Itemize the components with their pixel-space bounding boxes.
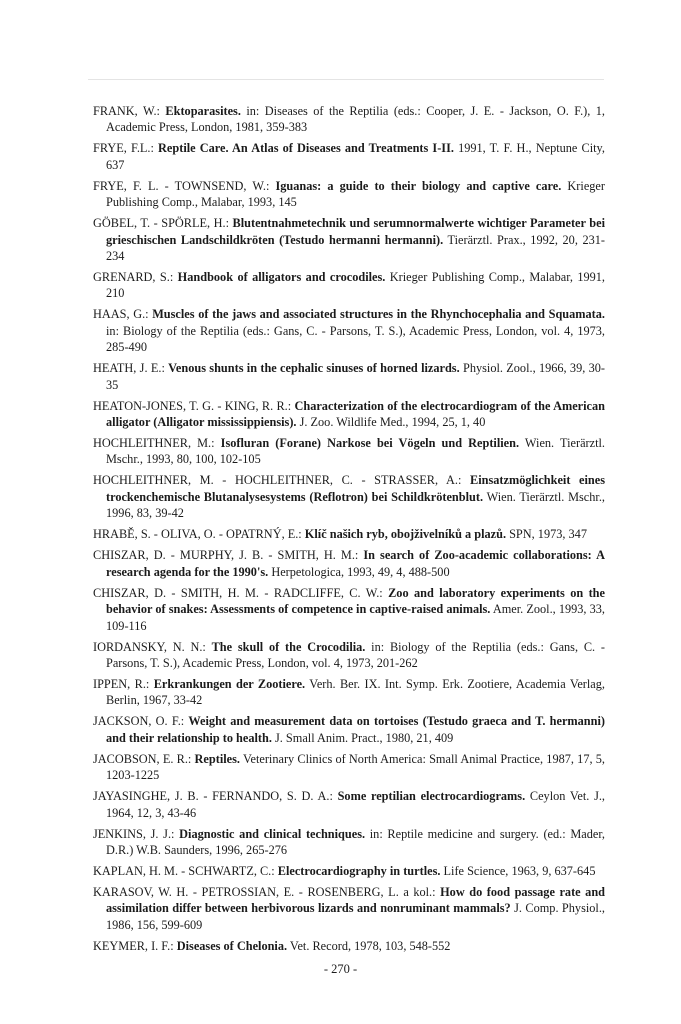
reference-title: In search of Zoo-academic collaborations: A research agenda for the 1990's. bbox=[106, 548, 605, 579]
reference-entry bbox=[93, 269, 605, 302]
reference-source: Verh. Ber. IX. Int. Symp. Erk. Zootiere, Academia Verlag, Berlin, 1967, 33-42 bbox=[106, 676, 605, 708]
reference-entry bbox=[93, 178, 605, 211]
page-number: - 270 - bbox=[323, 962, 358, 976]
reference-entry bbox=[93, 863, 605, 879]
reference-authors: HOCHLEITHNER, M.: bbox=[93, 436, 221, 451]
reference-source: Physiol. Zool., 1966, 39, 30-35 bbox=[106, 361, 606, 392]
reference-authors: CHISZAR, D. - MURPHY, J. B. - SMITH, H. M.: bbox=[93, 548, 364, 563]
reference-list bbox=[93, 103, 605, 959]
reference-source: Amer. Zool., 1993, 33, 109-116 bbox=[106, 602, 605, 633]
reference-authors: JENKINS, J. J.: bbox=[93, 826, 180, 841]
reference-source: Tierärztl. Prax., 1992, 20, 231-234 bbox=[106, 232, 605, 264]
reference-source: Ceylon Vet. J., 1964, 12, 3, 43-46 bbox=[106, 789, 605, 820]
reference-entry bbox=[93, 360, 605, 393]
reference-title: The skull of the Crocodilia. bbox=[211, 639, 366, 654]
reference-entry bbox=[93, 676, 605, 709]
reference-title: How do food passage rate and assimilation differ between herbivorous lizards and nonruminant mammals? bbox=[106, 884, 606, 916]
reference-source: in: Reptile medicine and surgery. (ed.: Mader, D.R.) W.B. Saunders, 1996, 265-276 bbox=[106, 826, 606, 857]
reference-title: Venous shunts in the cephalic sinuses of horned lizards. bbox=[168, 361, 460, 376]
reference-title: Isofluran (Forane) Narkose bei Vögeln und Reptilien. bbox=[220, 436, 520, 451]
reference-source: Veterinary Clinics of North America: Small Animal Practice, 1987, 17, 5, 1203-1225 bbox=[106, 751, 605, 783]
reference-authors: KARASOV, W. H. - PETROSSIAN, E. - ROSENBERG, L. a kol.: bbox=[93, 884, 441, 899]
reference-title: Reptiles. bbox=[194, 751, 240, 766]
reference-authors: JACKSON, O. F.: bbox=[93, 714, 189, 729]
reference-source: 1991, T. F. H., Neptune City, 637 bbox=[106, 141, 605, 172]
reference-authors: HEATH, J. E.: bbox=[93, 361, 169, 376]
reference-entry bbox=[93, 585, 605, 634]
reference-title: Muscles of the jaws and associated structures in the Rhynchocephalia and Squamata. bbox=[152, 307, 605, 322]
reference-entry bbox=[93, 751, 605, 784]
reference-entry bbox=[93, 140, 605, 173]
reference-source: Wien. Tierärztl. Mschr., 1993, 80, 100, 102-105 bbox=[106, 436, 605, 467]
reference-source: Wien. Tierärztl. Mschr., 1996, 83, 39-42 bbox=[106, 489, 605, 521]
reference-authors: GÖBEL, T. - SPÖRLE, H.: bbox=[93, 216, 233, 231]
reference-entry bbox=[93, 215, 605, 264]
reference-authors: JACOBSON, E. R.: bbox=[93, 751, 195, 766]
reference-source: Herpetologica, 1993, 49, 4, 488-500 bbox=[268, 564, 450, 579]
reference-authors: HEATON-JONES, T. G. - KING, R. R.: bbox=[93, 398, 295, 413]
reference-source: J. Zoo. Wildlife Med., 1994, 25, 1, 40 bbox=[296, 415, 486, 430]
reference-authors: IORDANSKY, N. N.: bbox=[93, 639, 212, 654]
reference-source: SPN, 1973, 347 bbox=[506, 527, 587, 542]
reference-authors: CHISZAR, D. - SMITH, H. M. - RADCLIFFE, C. W.: bbox=[93, 585, 389, 600]
reference-authors: GRENARD, S.: bbox=[93, 270, 178, 285]
reference-authors: KEYMER, I. F.: bbox=[93, 938, 177, 953]
reference-entry bbox=[93, 639, 605, 672]
reference-title: Some reptilian electrocardiograms. bbox=[337, 789, 526, 804]
reference-entry bbox=[93, 398, 605, 431]
reference-entry bbox=[93, 713, 605, 746]
reference-title: Diseases of Chelonia. bbox=[176, 938, 288, 953]
reference-entry bbox=[93, 826, 605, 859]
reference-title: Handbook of alligators and crocodiles. bbox=[177, 270, 386, 285]
reference-title: Ektoparasites. bbox=[165, 104, 241, 118]
reference-entry bbox=[93, 103, 605, 136]
reference-entry bbox=[93, 435, 605, 468]
reference-source: in: Diseases of the Reptilia (eds.: Cooper, J. E. - Jackson, O. F.), 1, Academic Press, London, 1981, 359-383 bbox=[106, 104, 605, 135]
reference-source: Life Science, 1963, 9, 637-645 bbox=[440, 863, 596, 878]
reference-entry bbox=[93, 547, 605, 580]
reference-authors: FRYE, F.L.: bbox=[93, 141, 159, 156]
reference-title: Diagnostic and clinical techniques. bbox=[179, 826, 366, 841]
reference-title: Einsatzmöglichkeit eines trockenchemische Blutanalysesystems (Reflotron) bei Schildkrötenblut. bbox=[106, 473, 605, 504]
reference-authors: HOCHLEITHNER, M. - HOCHLEITHNER, C. - STRASSER, A.: bbox=[93, 473, 470, 488]
reference-entry bbox=[93, 306, 605, 355]
reference-authors: FRANK, W.: bbox=[93, 104, 166, 118]
reference-source: J. Comp. Physiol., 1986, 156, 599-609 bbox=[106, 901, 605, 932]
header-rule bbox=[88, 79, 604, 80]
reference-authors: HRABĚ, S. - OLIVA, O. - OPATRNÝ, E.: bbox=[93, 527, 305, 542]
reference-entry bbox=[93, 788, 605, 821]
reference-title: Klíč našich ryb, obojživelníků a plazů. bbox=[304, 527, 507, 542]
reference-source: in: Biology of the Reptilia (eds.: Gans, C. - Parsons, T. S.), Academic Press, London, vol. 4, 1973, 285-490 bbox=[106, 323, 605, 355]
reference-source: in: Biology of the Reptilia (eds.: Gans, C. - Parsons, T. S.), Academic Press, London, vol. 4, 1973, 201-262 bbox=[106, 639, 605, 670]
reference-entry bbox=[93, 884, 605, 933]
reference-title: Iguanas: a guide to their biology and captive care. bbox=[275, 178, 562, 193]
reference-source: J. Small Anim. Pract., 1980, 21, 409 bbox=[271, 730, 454, 745]
reference-authors: FRYE, F. L. - TOWNSEND, W.: bbox=[93, 178, 276, 193]
reference-authors: HAAS, G.: bbox=[93, 307, 153, 322]
reference-title: Weight and measurement data on tortoises (Testudo graeca and T. hermanni) and their relationship to health. bbox=[106, 714, 605, 745]
reference-title: Zoo and laboratory experiments on the behavior of snakes: Assessments of competence in captive-raised animals. bbox=[106, 585, 605, 617]
reference-authors: IPPEN, R.: bbox=[93, 676, 154, 691]
reference-title: Reptile Care. An Atlas of Diseases and Treatments I-II. bbox=[158, 141, 454, 156]
reference-source: Krieger Publishing Comp., Malabar, 1991, 210 bbox=[106, 270, 605, 301]
reference-entry bbox=[93, 938, 605, 954]
reference-title: Erkrankungen der Zootiere. bbox=[153, 676, 306, 691]
reference-entry bbox=[93, 472, 605, 521]
reference-source: Krieger Publishing Comp., Malabar, 1993, 145 bbox=[106, 178, 605, 210]
reference-authors: KAPLAN, H. M. - SCHWARTZ, C.: bbox=[93, 863, 278, 878]
reference-authors: JAYASINGHE, J. B. - FERNANDO, S. D. A.: bbox=[93, 789, 338, 804]
reference-title: Characterization of the electrocardiogram of the American alligator (Alligator mississippiensis). bbox=[106, 398, 606, 430]
reference-source: Vet. Record, 1978, 103, 548-552 bbox=[287, 938, 451, 953]
reference-title: Electrocardiography in turtles. bbox=[277, 863, 441, 878]
reference-title: Blutentnahmetechnik und serumnormalwerte wichtiger Parameter bei grieschischen Landschildkröten (Testudo hermanni hermanni). bbox=[106, 216, 605, 247]
reference-entry bbox=[93, 526, 605, 542]
